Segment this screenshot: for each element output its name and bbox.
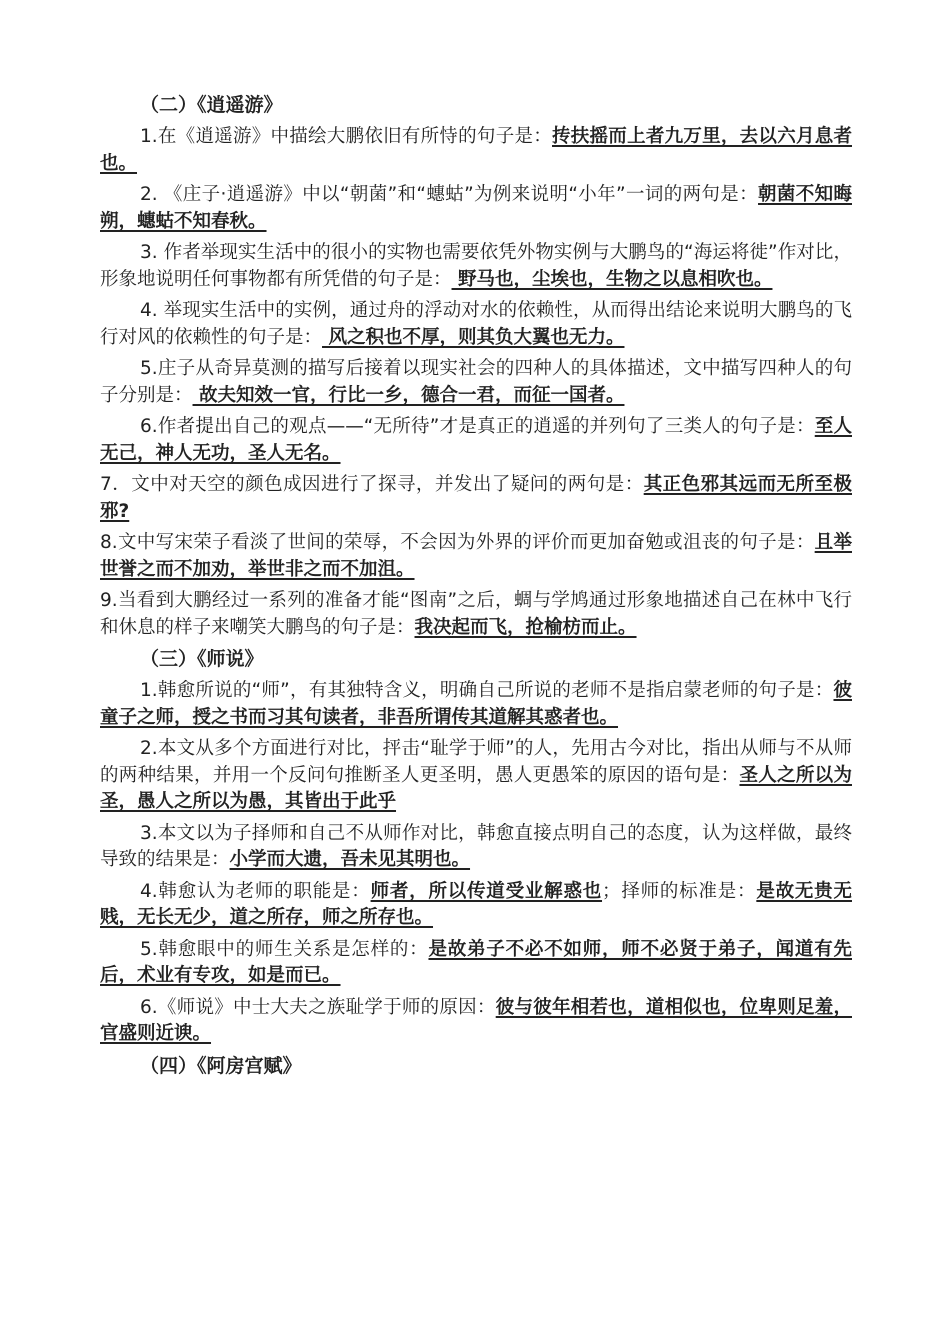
answer-text: 其正色邪其远而无所至极邪?: [100, 474, 852, 522]
question-item: [100, 995, 852, 1048]
section-heading-shishuo: （三）《师说》: [140, 648, 264, 670]
question-item: [100, 530, 852, 583]
answer-text: 至人无己，神人无功，圣人无名。: [100, 416, 852, 464]
question-item: [100, 182, 852, 235]
answer-text: 小学而大遗，吾未见其明也。: [229, 849, 471, 870]
question-text: 5.韩愈眼中的师生关系是怎样的：: [140, 938, 429, 960]
question-text: 4. 举现实生活中的实例，通过舟的浮动对水的依赖性，从而得出结论来说明大鹏鸟的飞行对风的依赖性的句子是：: [100, 300, 852, 348]
answer-text: 抟扶摇而上者九万里，去以六月息者也。: [100, 126, 852, 174]
question-text: 9.当看到大鹏经过一系列的准备才能“图南”之后，蜩与学鸠通过形象地描述自己在林中飞行和休息的样子来嘲笑大鹏鸟的句子是：: [100, 590, 852, 638]
question-text: ；择师的标准是：: [602, 880, 757, 902]
question-text: 2. 《庄子·逍遥游》中以“朝菌”和“蟪蛄”为例来说明“小年”一词的两句是：: [140, 184, 759, 205]
question-text: 5.庄子从奇异莫测的描写后接着以现实社会的四种人的具体描述，文中描写四种人的句子分别是：: [100, 358, 852, 406]
question-item: [100, 414, 852, 467]
answer-text: 彼与彼年相若也，道相似也，位卑则足羞，官盛则近谀。: [100, 996, 852, 1044]
question-text: 2.本文从多个方面进行对比，抨击“耻学于师”的人，先用古今对比，指出从师与不从师的两种结果，并用一个反问句推断圣人更圣明，愚人更愚笨的原因的语句是：: [100, 738, 852, 786]
question-item: [100, 821, 852, 874]
answer-text: 圣人之所以为圣，愚人之所以为愚，其皆出于此乎: [100, 764, 852, 812]
question-item: [100, 588, 852, 641]
question-item: [100, 240, 852, 293]
question-item: [100, 298, 852, 351]
question-text: 1.在《逍遥游》中描绘大鹏依旧有所恃的句子是：: [140, 126, 552, 147]
question-text: 7．文中对天空的颜色成因进行了探寻，并发出了疑问的两句是：: [100, 474, 644, 495]
question-item: [100, 736, 852, 816]
question-item: [100, 879, 852, 932]
answer-text: 朝菌不知晦朔，蟪蛄不知春秋。: [100, 184, 852, 232]
question-text: 6.作者提出自己的观点——“无所待”才是真正的逍遥的并列句了三类人的句子是：: [140, 416, 815, 437]
answer-text: 是故弟子不必不如师，师不必贤于弟子，闻道有先后，术业有专攻，如是而已。: [100, 938, 852, 986]
document-page: [100, 92, 852, 1085]
question-item: [100, 356, 852, 409]
question-text: 8.文中写宋荣子看淡了世间的荣辱，不会因为外界的评价而更加奋勉或沮丧的句子是：: [100, 532, 815, 553]
answer-text: 野马也，尘埃也，生物之以息相吹也。: [451, 268, 773, 290]
answer-text: 我决起而飞，抢榆枋而止。: [414, 616, 637, 638]
question-item: [100, 472, 852, 525]
question-text: 1.韩愈所说的“师”，有其独特含义，明确自己所说的老师不是指启蒙老师的句子是：: [140, 680, 834, 701]
answer-text: 彼童子之师，授之书而习其句读者，非吾所谓传其道解其惑者也。: [100, 680, 852, 728]
answer-text: 故夫知效一官，行比一乡，德合一君，而征一国者。: [192, 384, 625, 406]
question-text: 3.本文以为子择师和自己不从师作对比，韩愈直接点明自己的态度，认为这样做，最终导致的结果是：: [100, 822, 852, 870]
answer-text: 是故无贵无贱，无长无少，道之所存，师之所存也。: [100, 880, 852, 928]
question-text: 4.韩愈认为老师的职能是：: [140, 880, 371, 902]
question-text: 6.《师说》中士大夫之族耻学于师的原因：: [140, 996, 496, 1018]
answer-text: 师者，所以传道受业解惑也: [370, 880, 603, 902]
answer-text: 且举世誉之而不加劝，举世非之而不加沮。: [100, 532, 852, 580]
question-item: [100, 937, 852, 990]
answer-text: 风之积也不厚，则其负大翼也无力。: [322, 326, 625, 348]
question-item: [100, 124, 852, 177]
question-text: 3. 作者举现实生活中的很小的实物也需要依凭外物实例与大鹏鸟的“海运将徙”作对比，形象地说明任何事物都有所凭借的句子是：: [100, 242, 852, 290]
section-heading-xiaoyaoyou: （二）《逍遥游》: [140, 94, 283, 116]
question-item: [100, 678, 852, 731]
section-heading-efanggongfu: （四）《阿房宫赋》: [140, 1054, 302, 1077]
